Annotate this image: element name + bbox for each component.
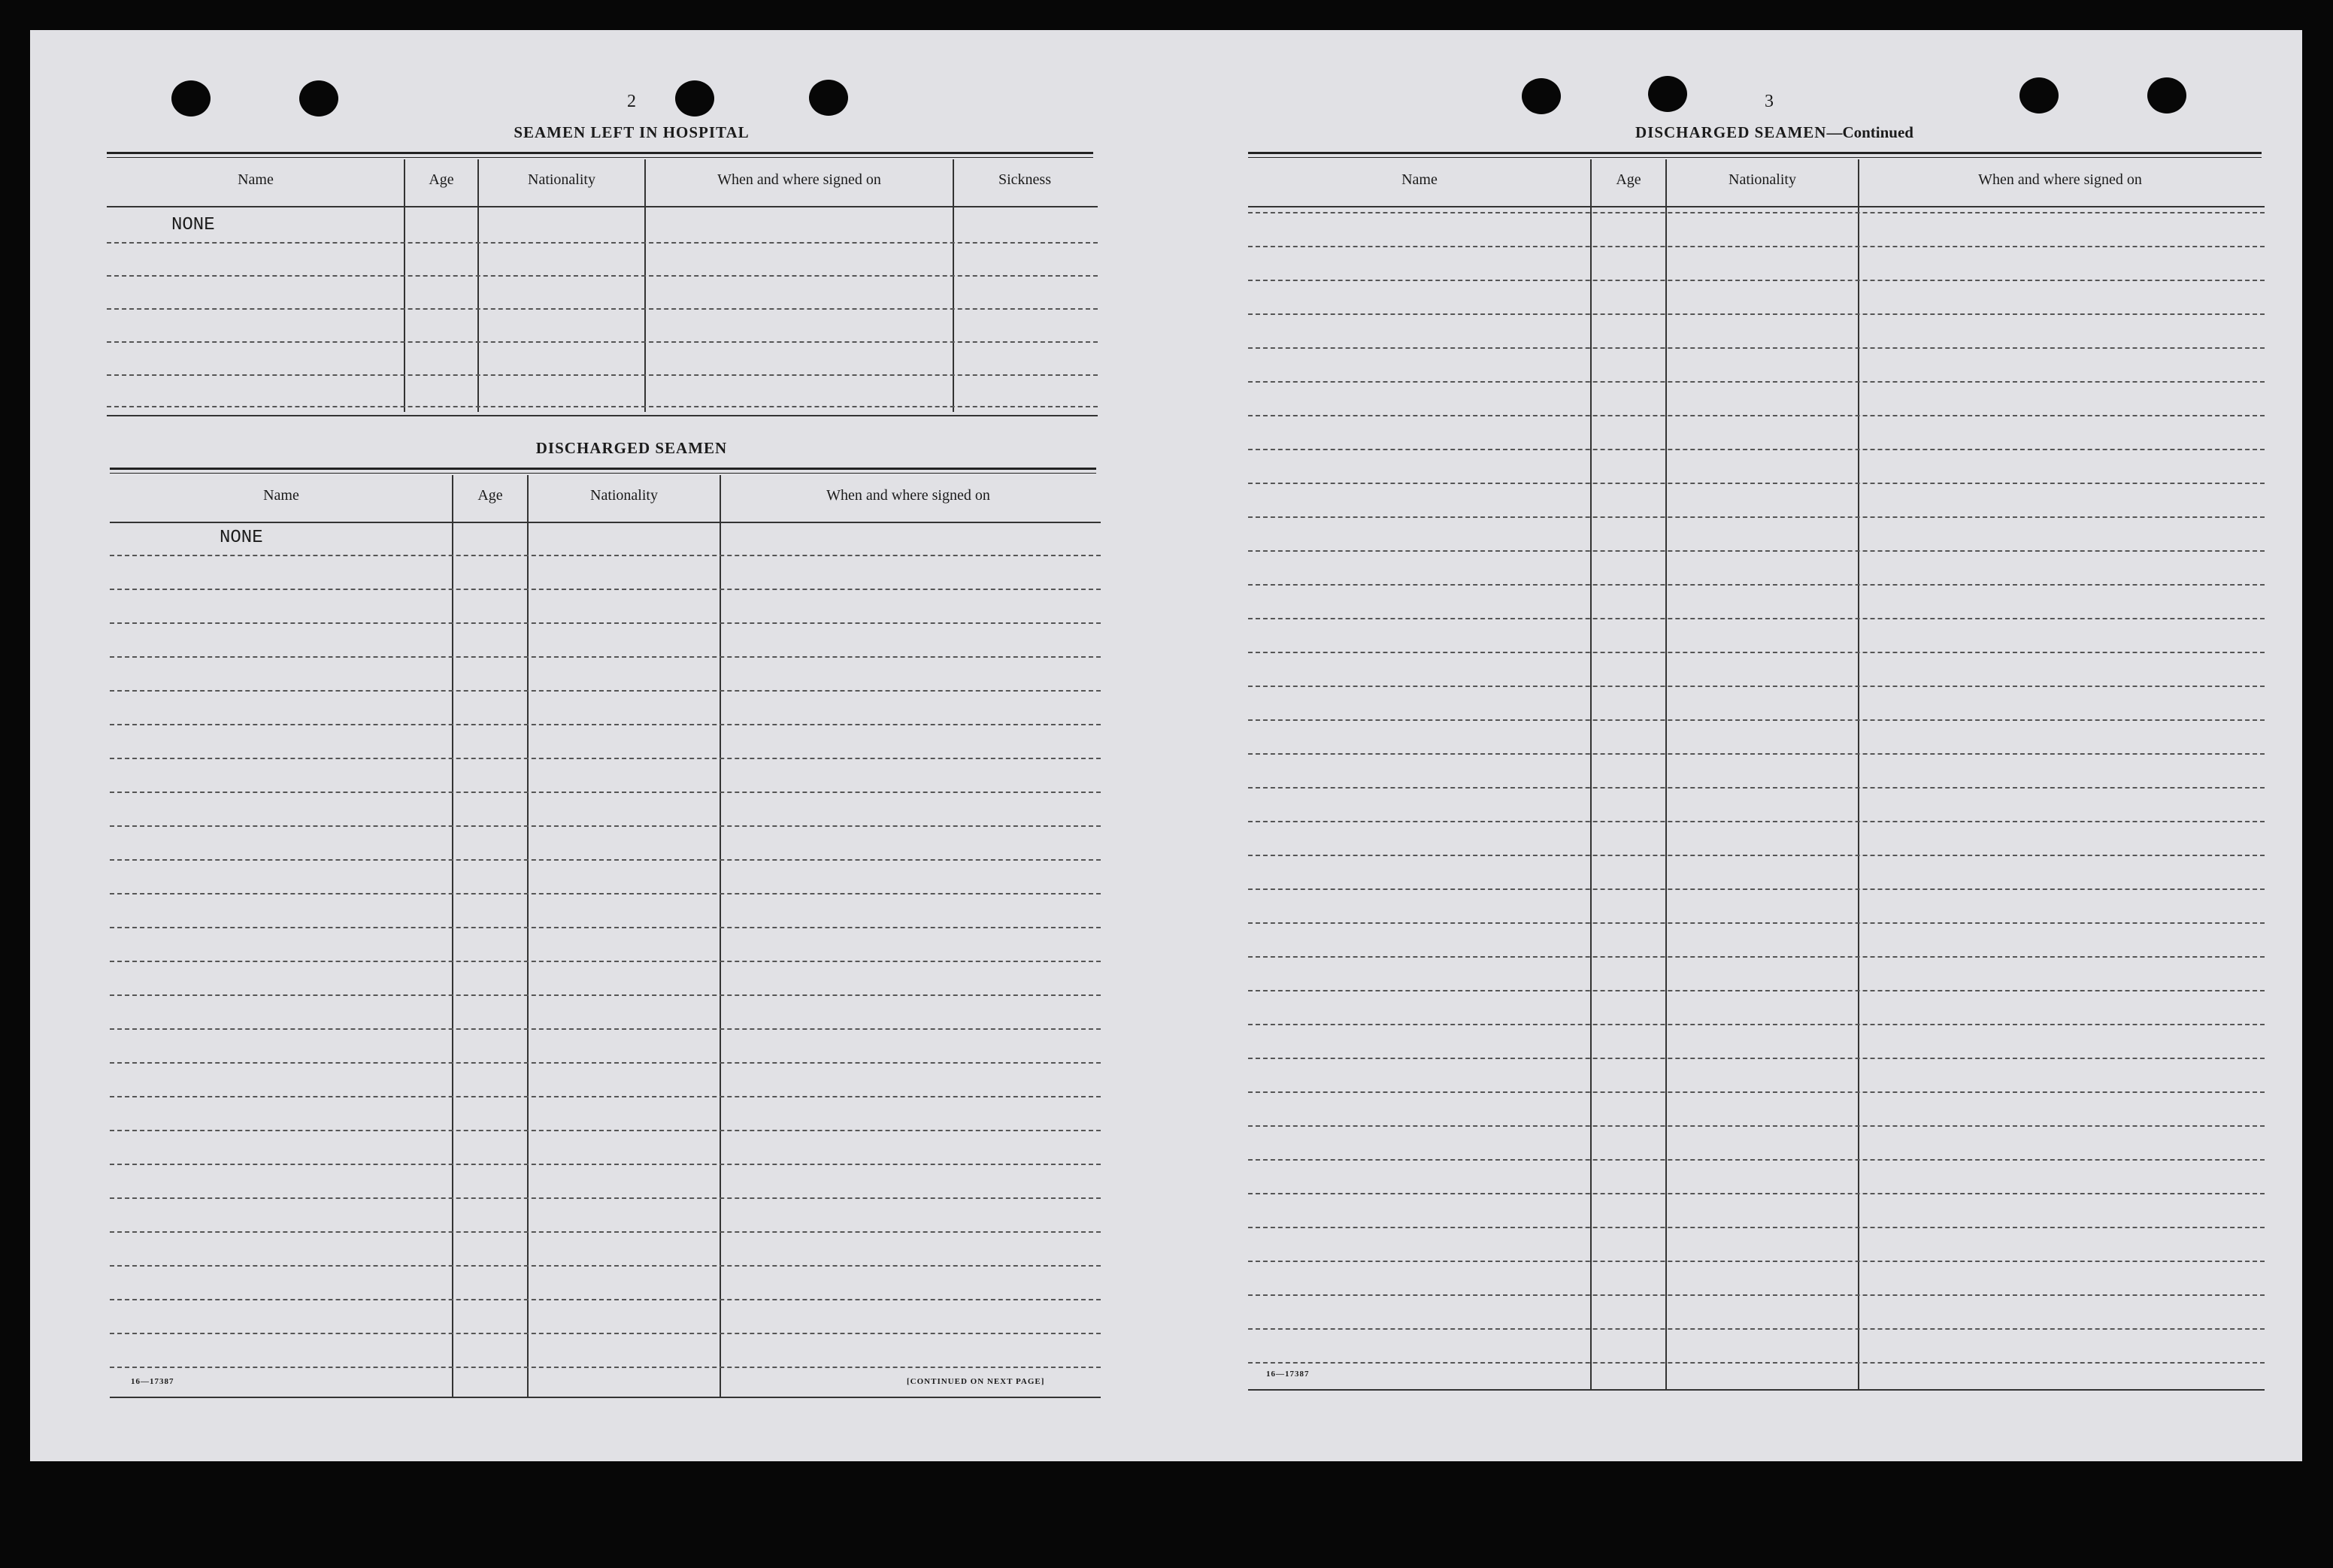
row-line bbox=[1248, 246, 2265, 247]
document-spread bbox=[30, 30, 2302, 1461]
page-number-right: 3 bbox=[1765, 92, 1774, 111]
row-line bbox=[110, 1130, 1101, 1131]
row-line bbox=[110, 1062, 1101, 1064]
right-header-name: Name bbox=[1401, 171, 1438, 188]
right-section-title-main: DISCHARGED SEAMEN bbox=[1635, 123, 1827, 141]
right-column-divider bbox=[1665, 159, 1667, 1391]
row-line bbox=[1248, 1294, 2265, 1296]
punch-hole bbox=[171, 80, 211, 117]
row-line bbox=[110, 1231, 1101, 1233]
hospital-row-line bbox=[107, 308, 1098, 310]
row-line bbox=[1248, 1091, 2265, 1093]
row-line bbox=[1248, 1058, 2265, 1059]
row-line bbox=[1248, 584, 2265, 586]
discharged-header-bottom-rule bbox=[110, 522, 1101, 523]
row-line bbox=[1248, 652, 2265, 653]
right-section-title-suffix: —Continued bbox=[1826, 123, 1913, 141]
punch-hole bbox=[809, 80, 848, 116]
hospital-section-title: SEAMEN LEFT IN HOSPITAL bbox=[514, 123, 750, 141]
row-line bbox=[1248, 821, 2265, 822]
row-line bbox=[110, 961, 1101, 962]
discharged-header-nationality: Nationality bbox=[590, 487, 658, 504]
punch-hole bbox=[299, 80, 338, 117]
discharged-column-divider bbox=[720, 475, 721, 1398]
hospital-header-sickness: Sickness bbox=[998, 171, 1051, 188]
row-line bbox=[1248, 212, 2265, 213]
row-line bbox=[110, 893, 1101, 894]
discharged-header-age: Age bbox=[477, 487, 503, 504]
hospital-table-top-rule bbox=[107, 152, 1093, 158]
row-line bbox=[1248, 618, 2265, 619]
row-line bbox=[110, 1299, 1101, 1300]
row-line bbox=[110, 1028, 1101, 1030]
punch-hole bbox=[2019, 77, 2059, 114]
row-line bbox=[110, 825, 1101, 827]
row-line bbox=[110, 555, 1101, 556]
form-number-left: 16—17387 bbox=[131, 1377, 174, 1386]
row-line bbox=[1248, 280, 2265, 281]
row-line bbox=[1248, 1328, 2265, 1330]
row-line bbox=[1248, 1362, 2265, 1364]
right-header-age: Age bbox=[1616, 171, 1641, 188]
row-line bbox=[1248, 753, 2265, 755]
hospital-row-line bbox=[107, 341, 1098, 343]
hospital-row-1-name: NONE bbox=[171, 215, 215, 235]
row-line bbox=[1248, 686, 2265, 687]
right-table-bottom-rule bbox=[1248, 1389, 2265, 1391]
row-line bbox=[1248, 550, 2265, 552]
punch-hole bbox=[675, 80, 714, 117]
punch-hole bbox=[1648, 76, 1687, 112]
row-line bbox=[110, 927, 1101, 928]
row-line bbox=[110, 589, 1101, 590]
hospital-header-name: Name bbox=[238, 171, 274, 188]
row-line bbox=[110, 1333, 1101, 1334]
right-header-nationality: Nationality bbox=[1729, 171, 1796, 188]
row-line bbox=[1248, 415, 2265, 416]
row-line bbox=[110, 1164, 1101, 1165]
row-line bbox=[110, 1367, 1101, 1368]
hospital-header-age: Age bbox=[429, 171, 454, 188]
row-line bbox=[1248, 888, 2265, 890]
right-column-divider bbox=[1590, 159, 1592, 1391]
row-line bbox=[110, 656, 1101, 658]
row-line bbox=[110, 724, 1101, 725]
row-line bbox=[1248, 1261, 2265, 1262]
hospital-row-line bbox=[107, 275, 1098, 277]
discharged-table-top-rule bbox=[110, 468, 1096, 474]
row-line bbox=[110, 690, 1101, 692]
form-number-right: 16—17387 bbox=[1266, 1370, 1310, 1379]
hospital-row-line bbox=[107, 242, 1098, 244]
row-line bbox=[110, 1197, 1101, 1199]
right-table-top-rule bbox=[1248, 152, 2262, 158]
continued-note: [CONTINUED ON NEXT PAGE] bbox=[907, 1377, 1045, 1386]
punch-hole bbox=[1522, 78, 1561, 114]
row-line bbox=[1248, 1125, 2265, 1127]
row-line bbox=[1248, 787, 2265, 789]
right-header-bottom-rule bbox=[1248, 206, 2265, 207]
discharged-row-1-name: NONE bbox=[220, 528, 263, 548]
row-line bbox=[1248, 347, 2265, 349]
row-line bbox=[1248, 922, 2265, 924]
punch-hole bbox=[2147, 77, 2186, 114]
row-line bbox=[110, 792, 1101, 793]
row-line bbox=[1248, 855, 2265, 856]
right-section-title bbox=[1496, 123, 2053, 142]
row-line bbox=[110, 622, 1101, 624]
right-header-signed-on: When and where signed on bbox=[1978, 171, 2142, 188]
discharged-column-divider bbox=[452, 475, 453, 1398]
hospital-header-signed-on: When and where signed on bbox=[717, 171, 881, 188]
row-line bbox=[1248, 313, 2265, 315]
right-column-divider bbox=[1858, 159, 1859, 1391]
row-line bbox=[1248, 1159, 2265, 1161]
hospital-row-line bbox=[107, 406, 1098, 407]
row-line bbox=[1248, 956, 2265, 958]
row-line bbox=[1248, 1193, 2265, 1194]
row-line bbox=[110, 1265, 1101, 1267]
row-line bbox=[1248, 719, 2265, 721]
row-line bbox=[1248, 449, 2265, 450]
discharged-section-title: DISCHARGED SEAMEN bbox=[535, 439, 728, 457]
hospital-header-nationality: Nationality bbox=[528, 171, 595, 188]
row-line bbox=[1248, 516, 2265, 518]
row-line bbox=[110, 994, 1101, 996]
discharged-column-divider bbox=[527, 475, 529, 1398]
row-line bbox=[110, 758, 1101, 759]
discharged-header-name: Name bbox=[263, 487, 299, 504]
row-line bbox=[1248, 483, 2265, 484]
hospital-header-bottom-rule bbox=[107, 206, 1098, 207]
row-line bbox=[1248, 381, 2265, 383]
discharged-header-signed-on: When and where signed on bbox=[826, 487, 990, 504]
discharged-table-bottom-rule bbox=[110, 1397, 1101, 1398]
page-number-left: 2 bbox=[627, 92, 636, 111]
row-line bbox=[1248, 990, 2265, 991]
hospital-table-bottom-rule bbox=[107, 415, 1098, 416]
hospital-row-line bbox=[107, 374, 1098, 376]
row-line bbox=[1248, 1024, 2265, 1025]
row-line bbox=[110, 1096, 1101, 1097]
row-line bbox=[1248, 1227, 2265, 1228]
row-line bbox=[110, 859, 1101, 861]
